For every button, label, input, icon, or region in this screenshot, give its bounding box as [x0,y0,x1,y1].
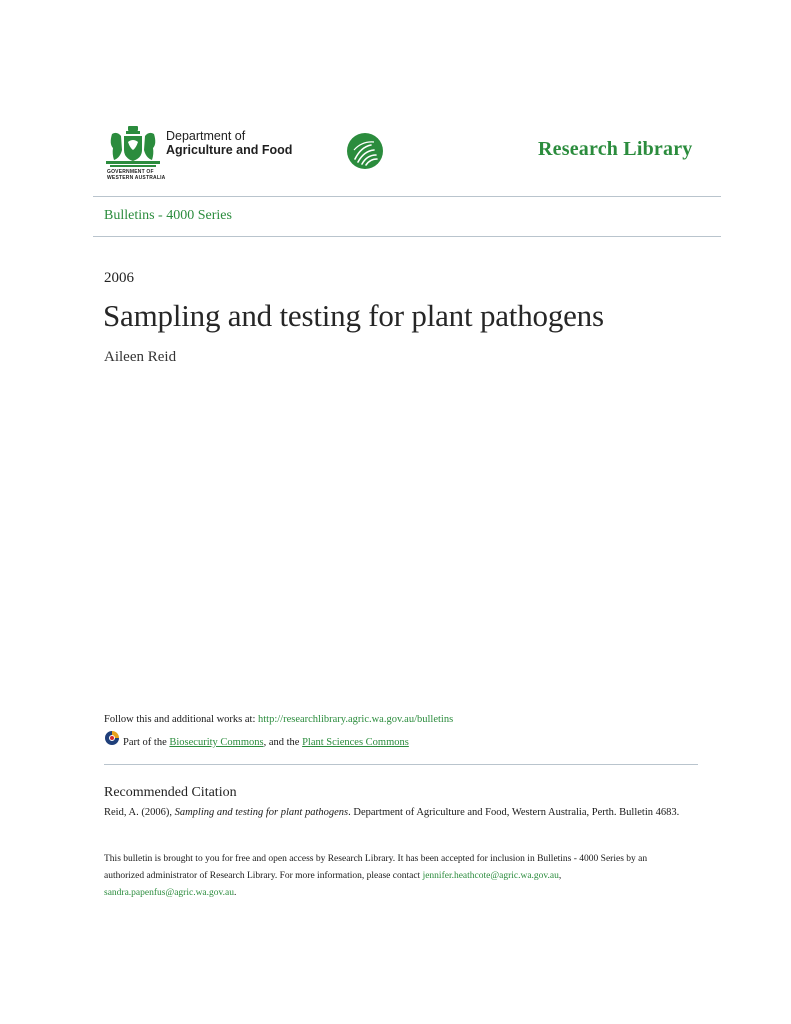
notice-line1: This bulletin is brought to you for free and open access by Research Library. It has been accepted for inclusion in Bulletins - 4000 Series by an [104,854,648,864]
part-of-text [123,737,409,748]
notice-separator: , [558,871,562,881]
plant-sciences-commons-link[interactable]: Plant Sciences Commons [302,737,409,748]
bulletins-url-link[interactable]: http://researchlibrary.agric.wa.gov.au/bulletins [258,714,454,725]
department-logo [104,124,294,180]
document-title: Sampling and testing for plant pathogens [103,298,604,333]
email-papenfus-link[interactable]: sandra.papenfus@agric.wa.gov.au [104,888,234,898]
notice-end: . [234,888,237,898]
government-label [107,169,166,181]
research-library-title: Research Library [538,138,693,160]
part-of-middle: , and the [263,737,303,748]
email-heathcote-link[interactable]: jennifer.heathcote@agric.wa.gov.au [422,871,559,881]
department-name [166,129,292,157]
notice-line2: authorized administrator of Research Library. For more information, please contact [104,871,423,881]
citation-prefix: Reid, A. (2006), [104,807,175,818]
part-of-prefix: Part of the [123,737,170,748]
biosecurity-commons-link[interactable]: Biosecurity Commons [169,737,264,748]
divider [93,236,721,237]
citation-text [104,807,679,818]
government-line2: WESTERN AUSTRALIA [107,175,166,181]
access-notice [104,851,684,902]
publication-year: 2006 [104,270,134,286]
divider [104,764,698,765]
government-line1: GOVERNMENT OF [107,169,154,175]
citation-title: Sampling and testing for plant pathogens [174,807,349,818]
research-library-emblem-icon [346,132,384,170]
department-line2: Agriculture and Food [166,143,293,157]
series-link[interactable]: Bulletins - 4000 Series [104,208,232,223]
follow-line [104,714,453,725]
author-name: Aileen Reid [104,349,177,365]
department-line1: Department of [166,129,246,143]
divider [93,196,721,197]
citation-heading: Recommended Citation [104,785,237,800]
commons-icon [104,730,120,746]
coat-of-arms-icon [104,124,162,168]
follow-prefix: Follow this and additional works at: [104,714,258,725]
citation-suffix: . Department of Agriculture and Food, Western Australia, Perth. Bulletin 4683. [348,807,680,818]
